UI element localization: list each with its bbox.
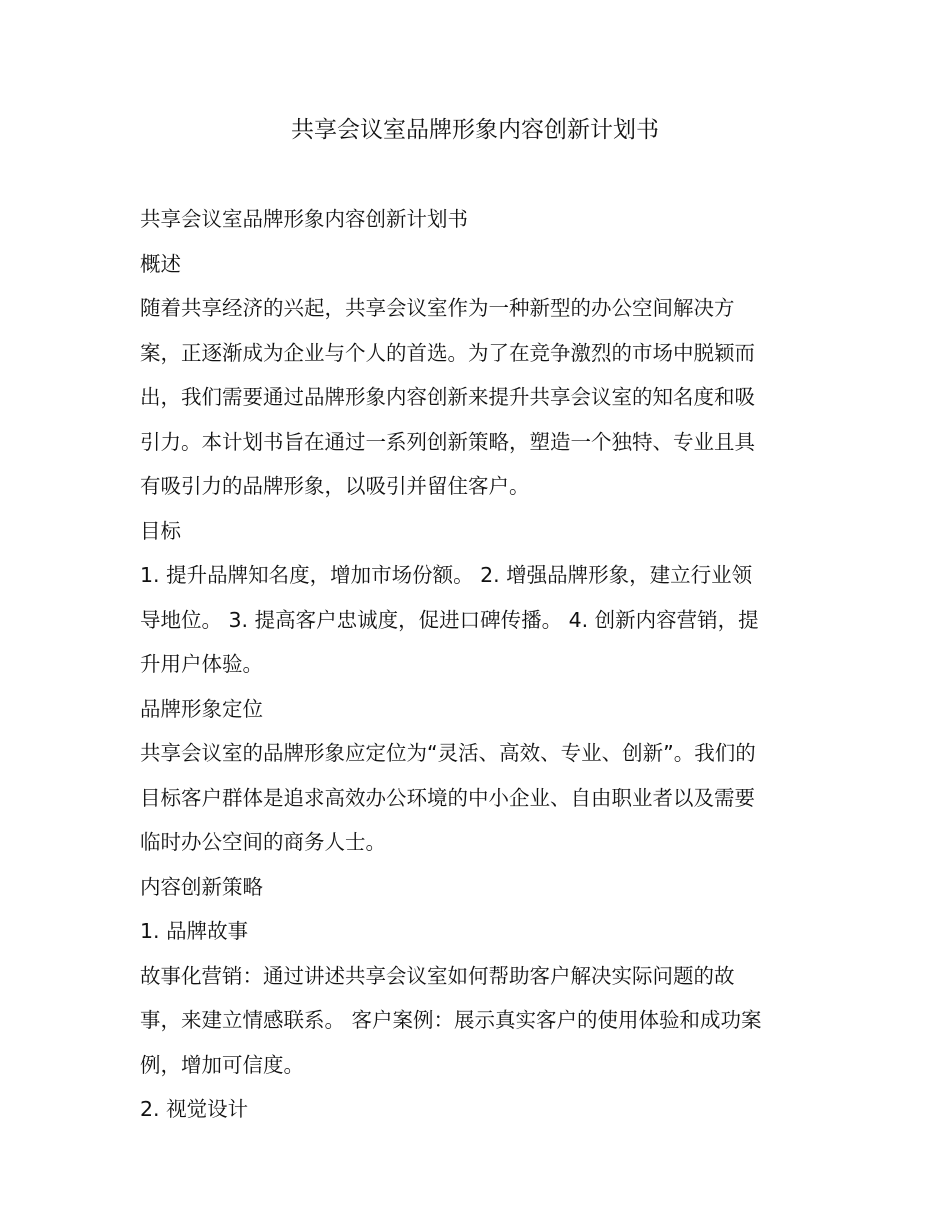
- paragraph-line: 升用户体验。: [140, 652, 263, 676]
- document-title: 共享会议室品牌形象内容创新计划书: [291, 117, 659, 143]
- section-heading-goals: 目标: [140, 518, 181, 543]
- document-body: [140, 197, 808, 1132]
- section-heading-overview: 概述: [140, 251, 181, 276]
- paragraph-line: 共享会议室的品牌形象应定位为“灵活、高效、专业、创新”。我们的: [140, 741, 756, 765]
- paragraph-line: 出，我们需要通过品牌形象内容创新来提升共享会议室的知名度和吸: [140, 385, 755, 409]
- subheading-brand-story: 1. 品牌故事: [140, 919, 249, 943]
- paragraph-line: 导地位。 3. 提高客户忠诚度，促进口碑传播。 4. 创新内容营销，提: [140, 607, 759, 632]
- paragraph-line: 事，来建立情感联系。 客户案例：展示真实客户的使用体验和成功案: [140, 1008, 762, 1032]
- paragraph-line: 案，正逐渐成为企业与个人的首选。为了在竞争激烈的市场中脱颖而: [140, 340, 755, 365]
- paragraph-line: 故事化营销：通过讲述共享会议室如何帮助客户解决实际问题的故: [140, 963, 735, 988]
- paragraph-line: 目标客户群体是追求高效办公环境的中小企业、自由职业者以及需要: [140, 785, 755, 810]
- subheading-visual-design: 2. 视觉设计: [140, 1097, 249, 1121]
- body-line-heading-repeat: 共享会议室品牌形象内容创新计划书: [140, 207, 468, 231]
- section-heading-positioning: 品牌形象定位: [140, 696, 263, 721]
- paragraph-line: 引力。本计划书旨在通过一系列创新策略，塑造一个独特、专业且具: [140, 429, 755, 454]
- paragraph-line: 临时办公空间的商务人士。: [140, 830, 386, 854]
- paragraph-line: 随着共享经济的兴起，共享会议室作为一种新型的办公空间解决方: [140, 296, 735, 320]
- section-heading-strategy: 内容创新策略: [140, 874, 263, 899]
- paragraph-line: 例，增加可信度。: [140, 1052, 304, 1077]
- paragraph-line: 1. 提升品牌知名度，增加市场份额。 2. 增强品牌形象，建立行业领: [140, 563, 753, 587]
- paragraph-line: 有吸引力的品牌形象，以吸引并留住客户。: [140, 474, 530, 498]
